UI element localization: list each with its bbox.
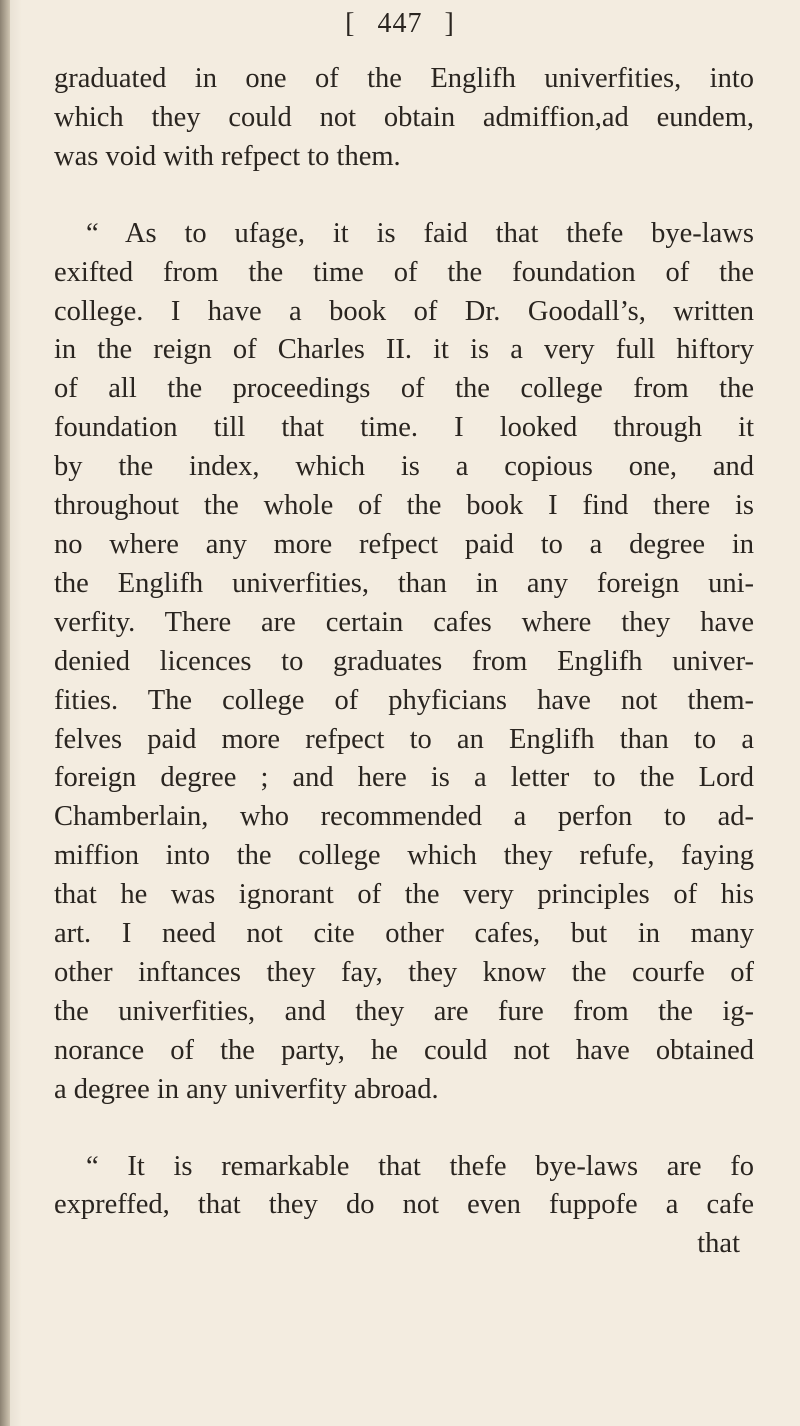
- text-line: other inftances they fay, they know the courfe of: [54, 956, 754, 988]
- text-line: graduated in one of the Englifh univerfities, into: [54, 63, 754, 94]
- catchword: that: [697, 1228, 740, 1260]
- text-line: foreign degree ; and here is a letter to the Lord: [54, 762, 754, 794]
- text-line: “ It is remarkable that thefe bye-laws are fo: [86, 1150, 754, 1182]
- text-line: miffion into the college which they refufe, faying: [54, 840, 754, 872]
- text-line: that he was ignorant of the very principles of his: [54, 879, 754, 911]
- text-line: foundation till that time. I looked through it: [54, 412, 754, 444]
- paragraph-1: [54, 60, 754, 177]
- text-line: denied licences to graduates from Englifh univer-: [54, 645, 754, 677]
- text-line: exifted from the time of the foundation of the: [54, 256, 754, 288]
- text-line: the Englifh univerfities, than in any foreign uni-: [54, 567, 754, 599]
- text-line: throughout the whole of the book I find there is: [54, 490, 754, 522]
- text-line: in the reign of Charles II. it is a very full hiftory: [54, 334, 754, 366]
- text-line: “ As to ufage, it is faid that thefe bye-laws: [86, 217, 754, 249]
- page-number: [ 447 ]: [345, 8, 455, 39]
- text-line: norance of the party, he could not have obtained: [54, 1034, 754, 1066]
- paragraph-gap: [54, 1110, 754, 1148]
- paragraph-3: [54, 1148, 754, 1226]
- text-line: Chamberlain, who recommended a perfon to ad-: [54, 801, 754, 833]
- text-line: the univerfities, and they are fure from the ig-: [54, 995, 754, 1027]
- text-line: by the index, which is a copious one, and: [54, 451, 754, 483]
- text-line: fities. The college of phyficians have not them-: [54, 684, 754, 716]
- text-line: a degree in any univerfity abroad.: [54, 1073, 439, 1105]
- paragraph-2: [54, 215, 754, 1110]
- text-line: which they could not obtain admiffion,ad eundem,: [54, 101, 754, 133]
- text-line: was void with refpect to them.: [54, 140, 401, 172]
- text-line: expreffed, that they do not even fuppofe a cafe: [54, 1189, 754, 1221]
- paragraph-gap: [54, 177, 754, 215]
- body-text: [54, 60, 754, 1264]
- page-gutter-edge: [0, 0, 10, 1426]
- text-line: felves paid more refpect to an Englifh than to a: [54, 723, 754, 755]
- text-line: college. I have a book of Dr. Goodall’s, written: [54, 295, 754, 327]
- text-line: verfity. There are certain cafes where they have: [54, 606, 754, 638]
- text-line: art. I need not cite other cafes, but in many: [54, 918, 754, 950]
- text-line: of all the proceedings of the college from the: [54, 373, 754, 405]
- text-line: no where any more refpect paid to a degree in: [54, 528, 754, 560]
